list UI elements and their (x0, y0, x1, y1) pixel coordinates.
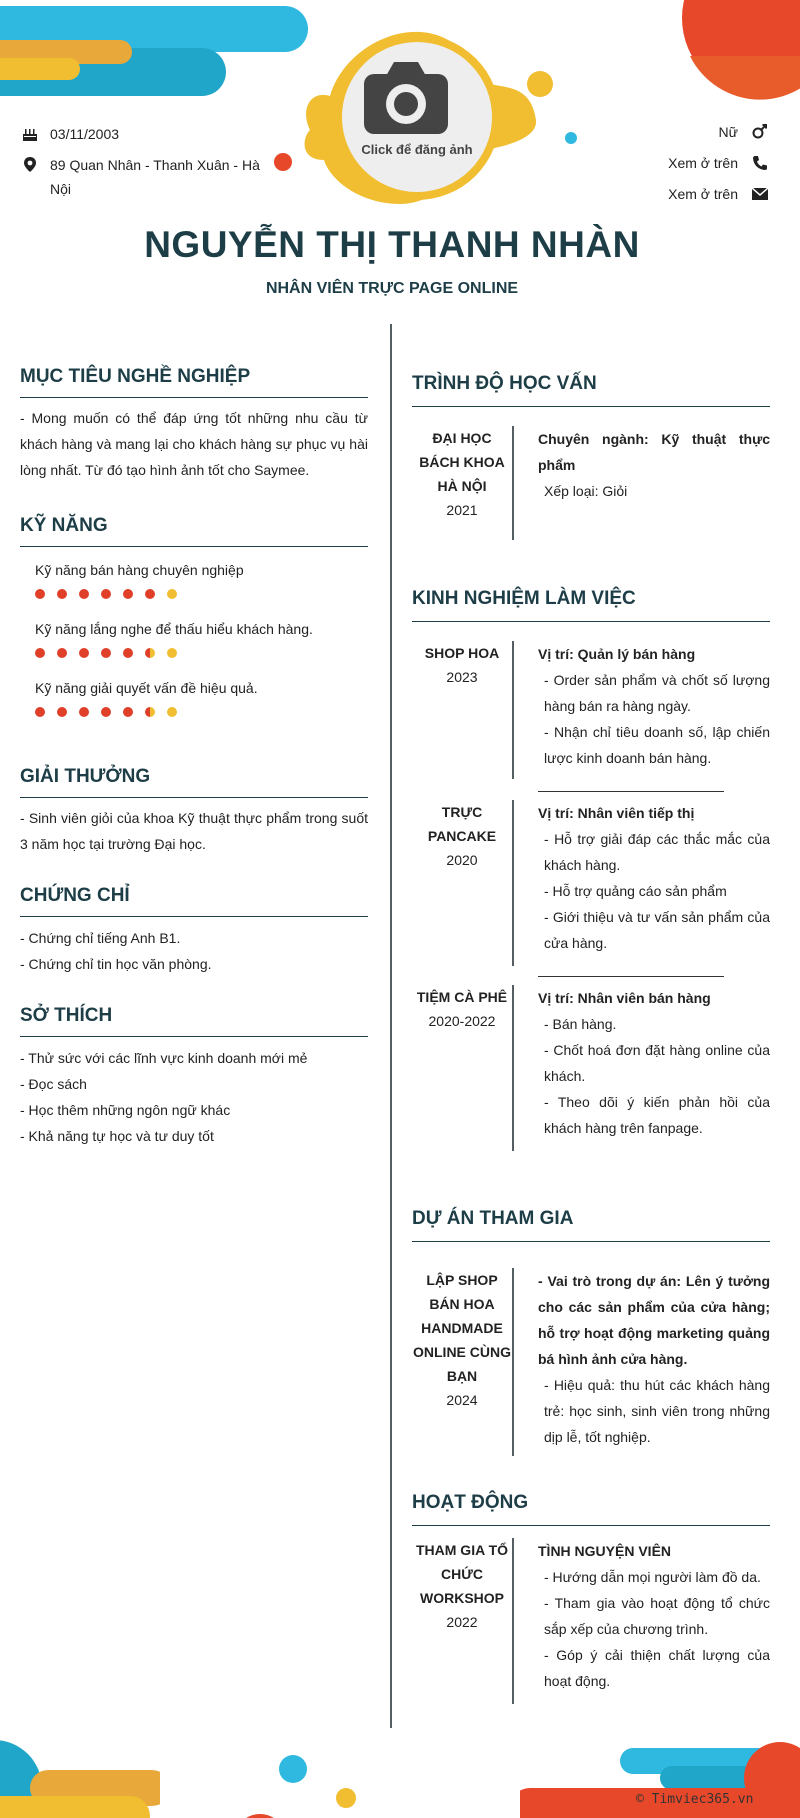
skill-name-2: Kỹ năng lắng nghe để thấu hiểu khách hàng. (35, 621, 313, 637)
activity-item: - Góp ý cải thiện chất lượng của hoạt động. (544, 1647, 770, 1689)
skill-dot (145, 648, 155, 658)
education-year: 2021 (446, 502, 478, 518)
project-role: - Vai trò trong dự án: Lên ý tưởng cho các sản phẩm của cửa hàng; hỗ trợ hoạt động marketing quảng bá hình ảnh cửa hàng. (538, 1273, 770, 1367)
photo-label: Click để đăng ảnh (361, 142, 473, 157)
job-year: 2020 (446, 852, 478, 868)
objective-rule (20, 397, 368, 398)
skill-dot (35, 707, 45, 717)
company-name-line: TRỰC (441, 804, 483, 820)
project-name-line: BÁN HOA (429, 1296, 495, 1312)
hobby-item: - Thử sức với các lĩnh vực kinh doanh mới mẻ (20, 1050, 308, 1066)
activity-item: - Hướng dẫn mọi người làm đồ da. (544, 1569, 761, 1585)
camera-icon (362, 60, 450, 136)
job-separator (538, 976, 724, 977)
certificate-item: - Chứng chỉ tin học văn phòng. (20, 956, 212, 972)
awards-title: GIẢI THƯỞNG (20, 766, 151, 787)
decoration-bottom-left (0, 1718, 160, 1818)
skill-dot (79, 707, 89, 717)
awards-text: - Sinh viên giỏi của khoa Kỹ thuật thực phẩm trong suốt 3 năm học tại trường Đại học. (20, 810, 368, 852)
projects-title: DỰ ÁN THAM GIA (412, 1208, 574, 1229)
education-details (538, 426, 770, 504)
decoration-bottom-center (220, 1748, 400, 1818)
skill-dot (123, 648, 133, 658)
skill-dot (35, 589, 45, 599)
activity-name-line: THAM GIA TỔ (415, 1542, 509, 1558)
birthday-row (20, 122, 119, 146)
cake-icon (20, 122, 40, 146)
project-name-line: LẬP SHOP (426, 1272, 498, 1288)
awards-rule (20, 797, 368, 798)
activity-year: 2022 (446, 1614, 478, 1630)
job-company (410, 641, 514, 689)
activity-bar (512, 1538, 514, 1704)
job-task: - Bán hàng. (544, 1016, 617, 1032)
education-grade: Xếp loại: Giỏi (544, 483, 628, 499)
skill-dot (145, 589, 155, 599)
job-title: NHÂN VIÊN TRỰC PAGE ONLINE (265, 280, 519, 297)
project-result: - Hiệu quả: thu hút các khách hàng trẻ: học sinh, sinh viên trong những dịp lễ, tốt nghiệp. (544, 1377, 770, 1445)
project-name-line: ONLINE CÙNG (413, 1344, 511, 1360)
job-task: - Order sản phẩm và chốt số lượng hàng bán ra hàng ngày. (544, 672, 770, 714)
skill-dot (123, 707, 133, 717)
projects-rule (412, 1241, 770, 1242)
education-title: TRÌNH ĐỘ HỌC VẤN (412, 373, 597, 394)
activities-rule (412, 1525, 770, 1526)
hobby-item: - Học thêm những ngôn ngữ khác (20, 1102, 231, 1118)
activity-heading: TÌNH NGUYỆN VIÊN (538, 1543, 672, 1559)
job-task: - Hỗ trợ quảng cáo sản phẩm (544, 883, 727, 899)
skill-name-1: Kỹ năng bán hàng chuyên nghiệp (35, 562, 244, 578)
experience-rule (412, 621, 770, 622)
job-task: - Giới thiệu và tư vấn sản phẩm của cửa hàng. (544, 909, 770, 951)
school-name-line: BÁCH KHOA (419, 454, 505, 470)
hobby-item: - Khả năng tự học và tư duy tốt (20, 1128, 214, 1144)
skill-dot (101, 648, 111, 658)
project-name-line: BẠN (446, 1368, 478, 1384)
project-details (538, 1268, 770, 1450)
education-school (410, 426, 514, 522)
gender-row (719, 122, 770, 142)
certificates-rule (20, 916, 368, 917)
job-company (410, 800, 514, 872)
job-details (538, 985, 770, 1141)
certificates-title: CHỨNG CHỈ (20, 885, 130, 906)
skill-dot (35, 648, 45, 658)
skill-dot (101, 589, 111, 599)
job-bar (512, 985, 514, 1151)
job-task: - Chốt hoá đơn đặt hàng online của khách. (544, 1042, 770, 1084)
skill-dot (79, 589, 89, 599)
activity-name-line: WORKSHOP (420, 1590, 504, 1606)
candidate-name: NGUYỄN THỊ THANH NHÀN (144, 224, 640, 265)
job-bar (512, 800, 514, 966)
experience-title: KINH NGHIỆM LÀM VIỆC (412, 588, 636, 609)
job-bar (512, 641, 514, 779)
job-position: Vị trí: Nhân viên tiếp thị (538, 805, 695, 821)
activities-title: HOẠT ĐỘNG (412, 1492, 529, 1513)
address-text: 89 Quan Nhân - Thanh Xuân - Hà Nội (50, 157, 260, 197)
skill-dot (57, 589, 67, 599)
job-task: - Hỗ trợ giải đáp các thắc mắc của khách hàng. (544, 831, 770, 873)
job-details (538, 641, 770, 771)
activity-name-line: CHỨC (441, 1566, 483, 1582)
project-name (410, 1268, 514, 1412)
location-pin-icon (20, 153, 40, 177)
project-name-line: HANDMADE (421, 1320, 503, 1336)
skills-title: KỸ NĂNG (20, 515, 108, 536)
education-rule (412, 406, 770, 407)
footer-credit: © Timviec365.vn (636, 1792, 754, 1807)
school-name-line: HÀ NỘI (437, 478, 487, 494)
address-row (20, 153, 260, 201)
job-separator (538, 791, 724, 792)
skill-dot (167, 707, 177, 717)
hobbies-list (20, 1045, 368, 1149)
birthday-text: 03/11/2003 (50, 126, 120, 142)
skill-dot (167, 589, 177, 599)
certificates-list (20, 925, 368, 977)
objective-text: - Mong muốn có thể đáp ứng tốt những nhu cầu từ khách hàng và mang lại cho khách hàng sự phục vụ hài lòng nhất. Từ đó tạo hình ảnh tốt cho Saymee. (20, 410, 368, 478)
certificate-item: - Chứng chỉ tiếng Anh B1. (20, 930, 181, 946)
job-task: - Theo dõi ý kiến phản hồi của khách hàng trên fanpage. (544, 1094, 770, 1136)
activity-details (538, 1538, 770, 1694)
skill-rating-1 (35, 589, 177, 599)
mail-icon (750, 184, 770, 204)
job-year: 2023 (446, 669, 478, 685)
email-row (668, 184, 770, 204)
decoration-top-right (660, 0, 800, 100)
skill-dot (145, 707, 155, 717)
skill-dot (167, 648, 177, 658)
skill-dot (101, 707, 111, 717)
column-divider (390, 324, 392, 1728)
objective-title: MỤC TIÊU NGHỀ NGHIỆP (20, 366, 251, 387)
hobbies-rule (20, 1036, 368, 1037)
hobby-item: - Đọc sách (20, 1076, 87, 1092)
job-task: - Nhận chỉ tiêu doanh số, lập chiến lược kinh doanh bán hàng. (544, 724, 770, 766)
phone-text: Xem ở trên (668, 155, 738, 171)
company-name-line: PANCAKE (427, 828, 497, 844)
job-details (538, 800, 770, 956)
skill-dot (57, 707, 67, 717)
job-position: Vị trí: Nhân viên bán hàng (538, 990, 711, 1006)
job-company (410, 985, 514, 1033)
hobbies-title: SỞ THÍCH (20, 1005, 113, 1026)
skill-rating-3 (35, 707, 177, 717)
skill-rating-2 (35, 648, 177, 658)
email-text: Xem ở trên (668, 186, 738, 202)
skill-dot (79, 648, 89, 658)
job-position: Vị trí: Quản lý bán hàng (538, 646, 696, 662)
project-year: 2024 (446, 1392, 478, 1408)
job-year: 2020-2022 (428, 1013, 496, 1029)
phone-icon (750, 153, 770, 173)
education-bar (512, 426, 514, 540)
skill-name-3: Kỹ năng giải quyết vấn đề hiệu quả. (35, 680, 258, 696)
company-name-line: SHOP HOA (424, 645, 500, 661)
skill-dot (57, 648, 67, 658)
gender-icon (750, 122, 770, 142)
gender-text: Nữ (718, 124, 738, 140)
activity-item: - Tham gia vào hoạt động tổ chức sắp xếp của chương trình. (544, 1595, 770, 1637)
activity-name (410, 1538, 514, 1634)
skill-dot (123, 589, 133, 599)
education-major: Chuyên ngành: Kỹ thuật thực phẩm (538, 431, 770, 473)
company-name-line: TIỆM CÀ PHÊ (416, 989, 508, 1005)
project-bar (512, 1268, 514, 1456)
phone-row (668, 153, 770, 173)
skills-rule (20, 546, 368, 547)
school-name-line: ĐẠI HỌC (432, 430, 492, 446)
